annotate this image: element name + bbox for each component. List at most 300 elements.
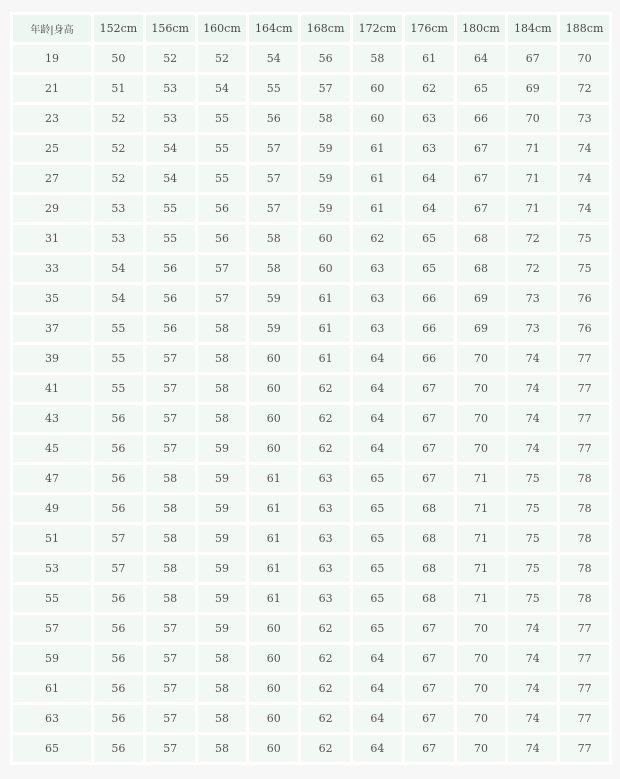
weight-cell: 56 bbox=[146, 315, 195, 342]
weight-cell: 58 bbox=[198, 645, 247, 672]
weight-cell: 68 bbox=[457, 255, 506, 282]
weight-cell: 75 bbox=[508, 585, 557, 612]
age-cell: 65 bbox=[13, 735, 91, 762]
weight-cell: 58 bbox=[146, 555, 195, 582]
height-column-header: 180cm bbox=[457, 15, 506, 42]
weight-cell: 73 bbox=[508, 315, 557, 342]
weight-cell: 70 bbox=[508, 105, 557, 132]
weight-cell: 54 bbox=[146, 135, 195, 162]
age-cell: 59 bbox=[13, 645, 91, 672]
weight-cell: 55 bbox=[94, 375, 143, 402]
weight-cell: 55 bbox=[198, 135, 247, 162]
weight-cell: 57 bbox=[146, 735, 195, 762]
table-body bbox=[13, 45, 609, 762]
weight-cell: 78 bbox=[560, 495, 609, 522]
weight-cell: 60 bbox=[301, 255, 350, 282]
weight-cell: 60 bbox=[249, 435, 298, 462]
weight-cell: 64 bbox=[457, 45, 506, 72]
weight-cell: 56 bbox=[94, 675, 143, 702]
age-cell: 25 bbox=[13, 135, 91, 162]
weight-cell: 74 bbox=[508, 705, 557, 732]
weight-cell: 75 bbox=[560, 225, 609, 252]
weight-cell: 64 bbox=[353, 375, 402, 402]
table-row bbox=[13, 645, 609, 672]
weight-cell: 63 bbox=[301, 585, 350, 612]
weight-cell: 60 bbox=[249, 645, 298, 672]
weight-cell: 56 bbox=[301, 45, 350, 72]
weight-cell: 68 bbox=[405, 525, 454, 552]
weight-cell: 56 bbox=[198, 195, 247, 222]
weight-cell: 59 bbox=[301, 135, 350, 162]
table-row bbox=[13, 675, 609, 702]
table-row bbox=[13, 405, 609, 432]
weight-cell: 71 bbox=[508, 135, 557, 162]
age-cell: 31 bbox=[13, 225, 91, 252]
weight-cell: 67 bbox=[405, 465, 454, 492]
age-cell: 41 bbox=[13, 375, 91, 402]
weight-cell: 55 bbox=[146, 225, 195, 252]
weight-cell: 77 bbox=[560, 435, 609, 462]
weight-cell: 56 bbox=[94, 705, 143, 732]
weight-cell: 72 bbox=[508, 225, 557, 252]
weight-cell: 67 bbox=[405, 645, 454, 672]
weight-cell: 73 bbox=[508, 285, 557, 312]
weight-cell: 59 bbox=[198, 585, 247, 612]
weight-cell: 69 bbox=[508, 75, 557, 102]
weight-cell: 65 bbox=[353, 495, 402, 522]
weight-cell: 64 bbox=[353, 435, 402, 462]
age-cell: 19 bbox=[13, 45, 91, 72]
weight-cell: 61 bbox=[249, 495, 298, 522]
weight-cell: 64 bbox=[353, 675, 402, 702]
weight-cell: 69 bbox=[457, 315, 506, 342]
weight-cell: 63 bbox=[301, 465, 350, 492]
corner-header: 年龄|身高 bbox=[13, 15, 91, 42]
age-cell: 33 bbox=[13, 255, 91, 282]
weight-cell: 62 bbox=[353, 225, 402, 252]
weight-cell: 59 bbox=[301, 165, 350, 192]
weight-cell: 57 bbox=[198, 255, 247, 282]
weight-cell: 57 bbox=[249, 165, 298, 192]
weight-cell: 70 bbox=[457, 345, 506, 372]
weight-cell: 58 bbox=[146, 465, 195, 492]
age-cell: 43 bbox=[13, 405, 91, 432]
weight-cell: 66 bbox=[405, 345, 454, 372]
table-row bbox=[13, 555, 609, 582]
age-cell: 37 bbox=[13, 315, 91, 342]
weight-cell: 61 bbox=[301, 345, 350, 372]
weight-cell: 75 bbox=[508, 465, 557, 492]
table-row bbox=[13, 705, 609, 732]
weight-cell: 56 bbox=[94, 435, 143, 462]
weight-cell: 68 bbox=[457, 225, 506, 252]
table-row bbox=[13, 225, 609, 252]
weight-cell: 61 bbox=[301, 315, 350, 342]
age-cell: 53 bbox=[13, 555, 91, 582]
weight-cell: 71 bbox=[457, 525, 506, 552]
weight-cell: 77 bbox=[560, 405, 609, 432]
weight-cell: 77 bbox=[560, 375, 609, 402]
weight-cell: 77 bbox=[560, 615, 609, 642]
weight-cell: 63 bbox=[353, 285, 402, 312]
weight-cell: 59 bbox=[198, 525, 247, 552]
weight-cell: 74 bbox=[560, 165, 609, 192]
weight-cell: 70 bbox=[560, 45, 609, 72]
weight-cell: 77 bbox=[560, 645, 609, 672]
weight-cell: 61 bbox=[249, 525, 298, 552]
height-column-header: 160cm bbox=[198, 15, 247, 42]
table-row bbox=[13, 585, 609, 612]
weight-cell: 55 bbox=[198, 105, 247, 132]
weight-cell: 66 bbox=[405, 285, 454, 312]
weight-cell: 63 bbox=[405, 135, 454, 162]
weight-cell: 50 bbox=[94, 45, 143, 72]
weight-cell: 67 bbox=[405, 615, 454, 642]
weight-cell: 58 bbox=[198, 345, 247, 372]
weight-cell: 63 bbox=[405, 105, 454, 132]
weight-height-age-table bbox=[10, 12, 612, 765]
weight-cell: 74 bbox=[508, 345, 557, 372]
table-row bbox=[13, 525, 609, 552]
weight-cell: 78 bbox=[560, 555, 609, 582]
weight-cell: 58 bbox=[198, 735, 247, 762]
weight-cell: 64 bbox=[353, 705, 402, 732]
weight-cell: 67 bbox=[405, 735, 454, 762]
weight-cell: 57 bbox=[301, 75, 350, 102]
weight-cell: 63 bbox=[301, 555, 350, 582]
weight-cell: 70 bbox=[457, 615, 506, 642]
weight-cell: 75 bbox=[508, 495, 557, 522]
weight-cell: 61 bbox=[353, 165, 402, 192]
weight-cell: 62 bbox=[301, 735, 350, 762]
weight-cell: 54 bbox=[198, 75, 247, 102]
weight-cell: 74 bbox=[560, 135, 609, 162]
weight-cell: 58 bbox=[146, 585, 195, 612]
weight-cell: 59 bbox=[249, 315, 298, 342]
weight-cell: 53 bbox=[94, 195, 143, 222]
weight-cell: 66 bbox=[405, 315, 454, 342]
age-cell: 39 bbox=[13, 345, 91, 372]
weight-cell: 55 bbox=[146, 195, 195, 222]
weight-cell: 65 bbox=[405, 255, 454, 282]
weight-cell: 58 bbox=[353, 45, 402, 72]
weight-cell: 56 bbox=[94, 645, 143, 672]
age-cell: 55 bbox=[13, 585, 91, 612]
weight-cell: 58 bbox=[198, 705, 247, 732]
weight-cell: 59 bbox=[301, 195, 350, 222]
weight-cell: 75 bbox=[508, 525, 557, 552]
weight-cell: 71 bbox=[457, 495, 506, 522]
weight-cell: 54 bbox=[146, 165, 195, 192]
weight-cell: 74 bbox=[508, 615, 557, 642]
weight-cell: 72 bbox=[560, 75, 609, 102]
weight-cell: 70 bbox=[457, 405, 506, 432]
weight-cell: 65 bbox=[457, 75, 506, 102]
weight-cell: 69 bbox=[457, 285, 506, 312]
weight-cell: 60 bbox=[301, 225, 350, 252]
weight-cell: 74 bbox=[508, 435, 557, 462]
weight-cell: 74 bbox=[508, 675, 557, 702]
weight-cell: 60 bbox=[249, 675, 298, 702]
weight-cell: 67 bbox=[405, 435, 454, 462]
weight-cell: 61 bbox=[249, 585, 298, 612]
weight-cell: 56 bbox=[94, 405, 143, 432]
weight-cell: 67 bbox=[405, 375, 454, 402]
weight-cell: 52 bbox=[198, 45, 247, 72]
age-cell: 23 bbox=[13, 105, 91, 132]
weight-cell: 62 bbox=[405, 75, 454, 102]
weight-cell: 67 bbox=[457, 165, 506, 192]
weight-cell: 74 bbox=[508, 735, 557, 762]
table-row bbox=[13, 195, 609, 222]
weight-cell: 64 bbox=[405, 165, 454, 192]
height-column-header: 176cm bbox=[405, 15, 454, 42]
weight-cell: 56 bbox=[94, 615, 143, 642]
table-row bbox=[13, 315, 609, 342]
weight-cell: 78 bbox=[560, 525, 609, 552]
table-row bbox=[13, 465, 609, 492]
weight-cell: 52 bbox=[94, 105, 143, 132]
weight-cell: 60 bbox=[249, 405, 298, 432]
weight-cell: 65 bbox=[353, 465, 402, 492]
weight-cell: 65 bbox=[353, 525, 402, 552]
table-row bbox=[13, 75, 609, 102]
weight-cell: 67 bbox=[508, 45, 557, 72]
table-row bbox=[13, 255, 609, 282]
table-row bbox=[13, 435, 609, 462]
weight-cell: 58 bbox=[146, 495, 195, 522]
weight-cell: 70 bbox=[457, 645, 506, 672]
weight-cell: 73 bbox=[560, 105, 609, 132]
table-row bbox=[13, 735, 609, 762]
weight-cell: 76 bbox=[560, 285, 609, 312]
weight-cell: 57 bbox=[198, 285, 247, 312]
weight-cell: 78 bbox=[560, 465, 609, 492]
weight-cell: 71 bbox=[508, 165, 557, 192]
weight-cell: 71 bbox=[508, 195, 557, 222]
age-cell: 21 bbox=[13, 75, 91, 102]
weight-cell: 56 bbox=[146, 255, 195, 282]
weight-cell: 57 bbox=[146, 345, 195, 372]
weight-cell: 61 bbox=[353, 195, 402, 222]
age-cell: 47 bbox=[13, 465, 91, 492]
weight-cell: 72 bbox=[508, 255, 557, 282]
weight-cell: 53 bbox=[146, 75, 195, 102]
weight-cell: 61 bbox=[405, 45, 454, 72]
age-cell: 27 bbox=[13, 165, 91, 192]
weight-cell: 57 bbox=[94, 555, 143, 582]
weight-cell: 65 bbox=[405, 225, 454, 252]
weight-cell: 54 bbox=[249, 45, 298, 72]
weight-cell: 67 bbox=[405, 705, 454, 732]
weight-cell: 62 bbox=[301, 645, 350, 672]
weight-cell: 62 bbox=[301, 675, 350, 702]
header-row bbox=[13, 15, 609, 42]
weight-cell: 57 bbox=[146, 645, 195, 672]
weight-cell: 63 bbox=[301, 525, 350, 552]
weight-cell: 61 bbox=[301, 285, 350, 312]
weight-cell: 56 bbox=[94, 585, 143, 612]
weight-cell: 60 bbox=[249, 615, 298, 642]
weight-cell: 57 bbox=[249, 195, 298, 222]
weight-cell: 54 bbox=[94, 285, 143, 312]
weight-cell: 56 bbox=[146, 285, 195, 312]
weight-cell: 57 bbox=[94, 525, 143, 552]
table-row bbox=[13, 135, 609, 162]
weight-cell: 75 bbox=[508, 555, 557, 582]
weight-cell: 67 bbox=[405, 675, 454, 702]
weight-cell: 62 bbox=[301, 705, 350, 732]
weight-cell: 66 bbox=[457, 105, 506, 132]
age-cell: 57 bbox=[13, 615, 91, 642]
weight-cell: 62 bbox=[301, 405, 350, 432]
weight-cell: 74 bbox=[508, 375, 557, 402]
weight-cell: 71 bbox=[457, 465, 506, 492]
weight-cell: 74 bbox=[508, 405, 557, 432]
weight-cell: 62 bbox=[301, 375, 350, 402]
weight-cell: 51 bbox=[94, 75, 143, 102]
weight-cell: 60 bbox=[249, 735, 298, 762]
weight-cell: 75 bbox=[560, 255, 609, 282]
weight-cell: 52 bbox=[94, 165, 143, 192]
age-cell: 45 bbox=[13, 435, 91, 462]
weight-cell: 70 bbox=[457, 675, 506, 702]
weight-cell: 59 bbox=[198, 495, 247, 522]
table-row bbox=[13, 495, 609, 522]
weight-cell: 57 bbox=[146, 435, 195, 462]
weight-cell: 59 bbox=[198, 615, 247, 642]
weight-cell: 54 bbox=[94, 255, 143, 282]
weight-cell: 57 bbox=[146, 375, 195, 402]
weight-cell: 76 bbox=[560, 315, 609, 342]
weight-cell: 77 bbox=[560, 735, 609, 762]
weight-cell: 57 bbox=[146, 615, 195, 642]
weight-cell: 68 bbox=[405, 495, 454, 522]
age-cell: 61 bbox=[13, 675, 91, 702]
weight-cell: 58 bbox=[146, 525, 195, 552]
weight-cell: 52 bbox=[146, 45, 195, 72]
weight-cell: 62 bbox=[301, 435, 350, 462]
weight-cell: 61 bbox=[249, 465, 298, 492]
weight-cell: 63 bbox=[353, 315, 402, 342]
weight-cell: 52 bbox=[94, 135, 143, 162]
weight-cell: 59 bbox=[198, 435, 247, 462]
weight-cell: 67 bbox=[457, 195, 506, 222]
weight-cell: 67 bbox=[405, 405, 454, 432]
table-row bbox=[13, 165, 609, 192]
age-cell: 35 bbox=[13, 285, 91, 312]
weight-cell: 57 bbox=[146, 675, 195, 702]
weight-cell: 60 bbox=[353, 105, 402, 132]
weight-cell: 56 bbox=[94, 735, 143, 762]
weight-cell: 61 bbox=[249, 555, 298, 582]
weight-cell: 56 bbox=[94, 495, 143, 522]
weight-cell: 71 bbox=[457, 555, 506, 582]
weight-cell: 65 bbox=[353, 585, 402, 612]
weight-cell: 64 bbox=[353, 345, 402, 372]
weight-cell: 74 bbox=[560, 195, 609, 222]
weight-cell: 70 bbox=[457, 705, 506, 732]
height-column-header: 172cm bbox=[353, 15, 402, 42]
height-column-header: 168cm bbox=[301, 15, 350, 42]
weight-cell: 58 bbox=[301, 105, 350, 132]
weight-cell: 55 bbox=[198, 165, 247, 192]
height-column-header: 152cm bbox=[94, 15, 143, 42]
weight-cell: 61 bbox=[353, 135, 402, 162]
weight-cell: 63 bbox=[353, 255, 402, 282]
age-cell: 51 bbox=[13, 525, 91, 552]
weight-cell: 59 bbox=[198, 465, 247, 492]
weight-cell: 57 bbox=[249, 135, 298, 162]
weight-cell: 68 bbox=[405, 585, 454, 612]
weight-cell: 58 bbox=[198, 375, 247, 402]
table-row bbox=[13, 285, 609, 312]
weight-cell: 60 bbox=[249, 345, 298, 372]
weight-cell: 67 bbox=[457, 135, 506, 162]
weight-cell: 78 bbox=[560, 585, 609, 612]
weight-cell: 56 bbox=[249, 105, 298, 132]
weight-cell: 55 bbox=[94, 345, 143, 372]
weight-cell: 58 bbox=[198, 315, 247, 342]
weight-cell: 56 bbox=[198, 225, 247, 252]
weight-cell: 77 bbox=[560, 675, 609, 702]
age-cell: 49 bbox=[13, 495, 91, 522]
weight-cell: 64 bbox=[353, 735, 402, 762]
weight-cell: 65 bbox=[353, 555, 402, 582]
weight-cell: 71 bbox=[457, 585, 506, 612]
weight-cell: 58 bbox=[198, 675, 247, 702]
weight-cell: 74 bbox=[508, 645, 557, 672]
weight-cell: 57 bbox=[146, 405, 195, 432]
weight-cell: 63 bbox=[301, 495, 350, 522]
height-column-header: 164cm bbox=[249, 15, 298, 42]
table-row bbox=[13, 615, 609, 642]
age-cell: 29 bbox=[13, 195, 91, 222]
weight-cell: 56 bbox=[94, 465, 143, 492]
weight-cell: 57 bbox=[146, 705, 195, 732]
table-row bbox=[13, 105, 609, 132]
table-row bbox=[13, 345, 609, 372]
table-row bbox=[13, 45, 609, 72]
weight-cell: 70 bbox=[457, 435, 506, 462]
weight-cell: 59 bbox=[249, 285, 298, 312]
weight-cell: 55 bbox=[94, 315, 143, 342]
weight-cell: 77 bbox=[560, 705, 609, 732]
weight-cell: 64 bbox=[405, 195, 454, 222]
weight-cell: 64 bbox=[353, 405, 402, 432]
weight-cell: 59 bbox=[198, 555, 247, 582]
weight-cell: 58 bbox=[198, 405, 247, 432]
height-column-header: 156cm bbox=[146, 15, 195, 42]
weight-cell: 65 bbox=[353, 615, 402, 642]
height-column-header: 184cm bbox=[508, 15, 557, 42]
age-cell: 63 bbox=[13, 705, 91, 732]
weight-cell: 70 bbox=[457, 375, 506, 402]
weight-cell: 55 bbox=[249, 75, 298, 102]
weight-cell: 64 bbox=[353, 645, 402, 672]
weight-cell: 58 bbox=[249, 255, 298, 282]
weight-cell: 60 bbox=[249, 375, 298, 402]
weight-cell: 68 bbox=[405, 555, 454, 582]
height-column-header: 188cm bbox=[560, 15, 609, 42]
weight-cell: 53 bbox=[146, 105, 195, 132]
weight-cell: 58 bbox=[249, 225, 298, 252]
table-row bbox=[13, 375, 609, 402]
weight-cell: 60 bbox=[353, 75, 402, 102]
weight-cell: 60 bbox=[249, 705, 298, 732]
weight-cell: 70 bbox=[457, 735, 506, 762]
weight-cell: 77 bbox=[560, 345, 609, 372]
